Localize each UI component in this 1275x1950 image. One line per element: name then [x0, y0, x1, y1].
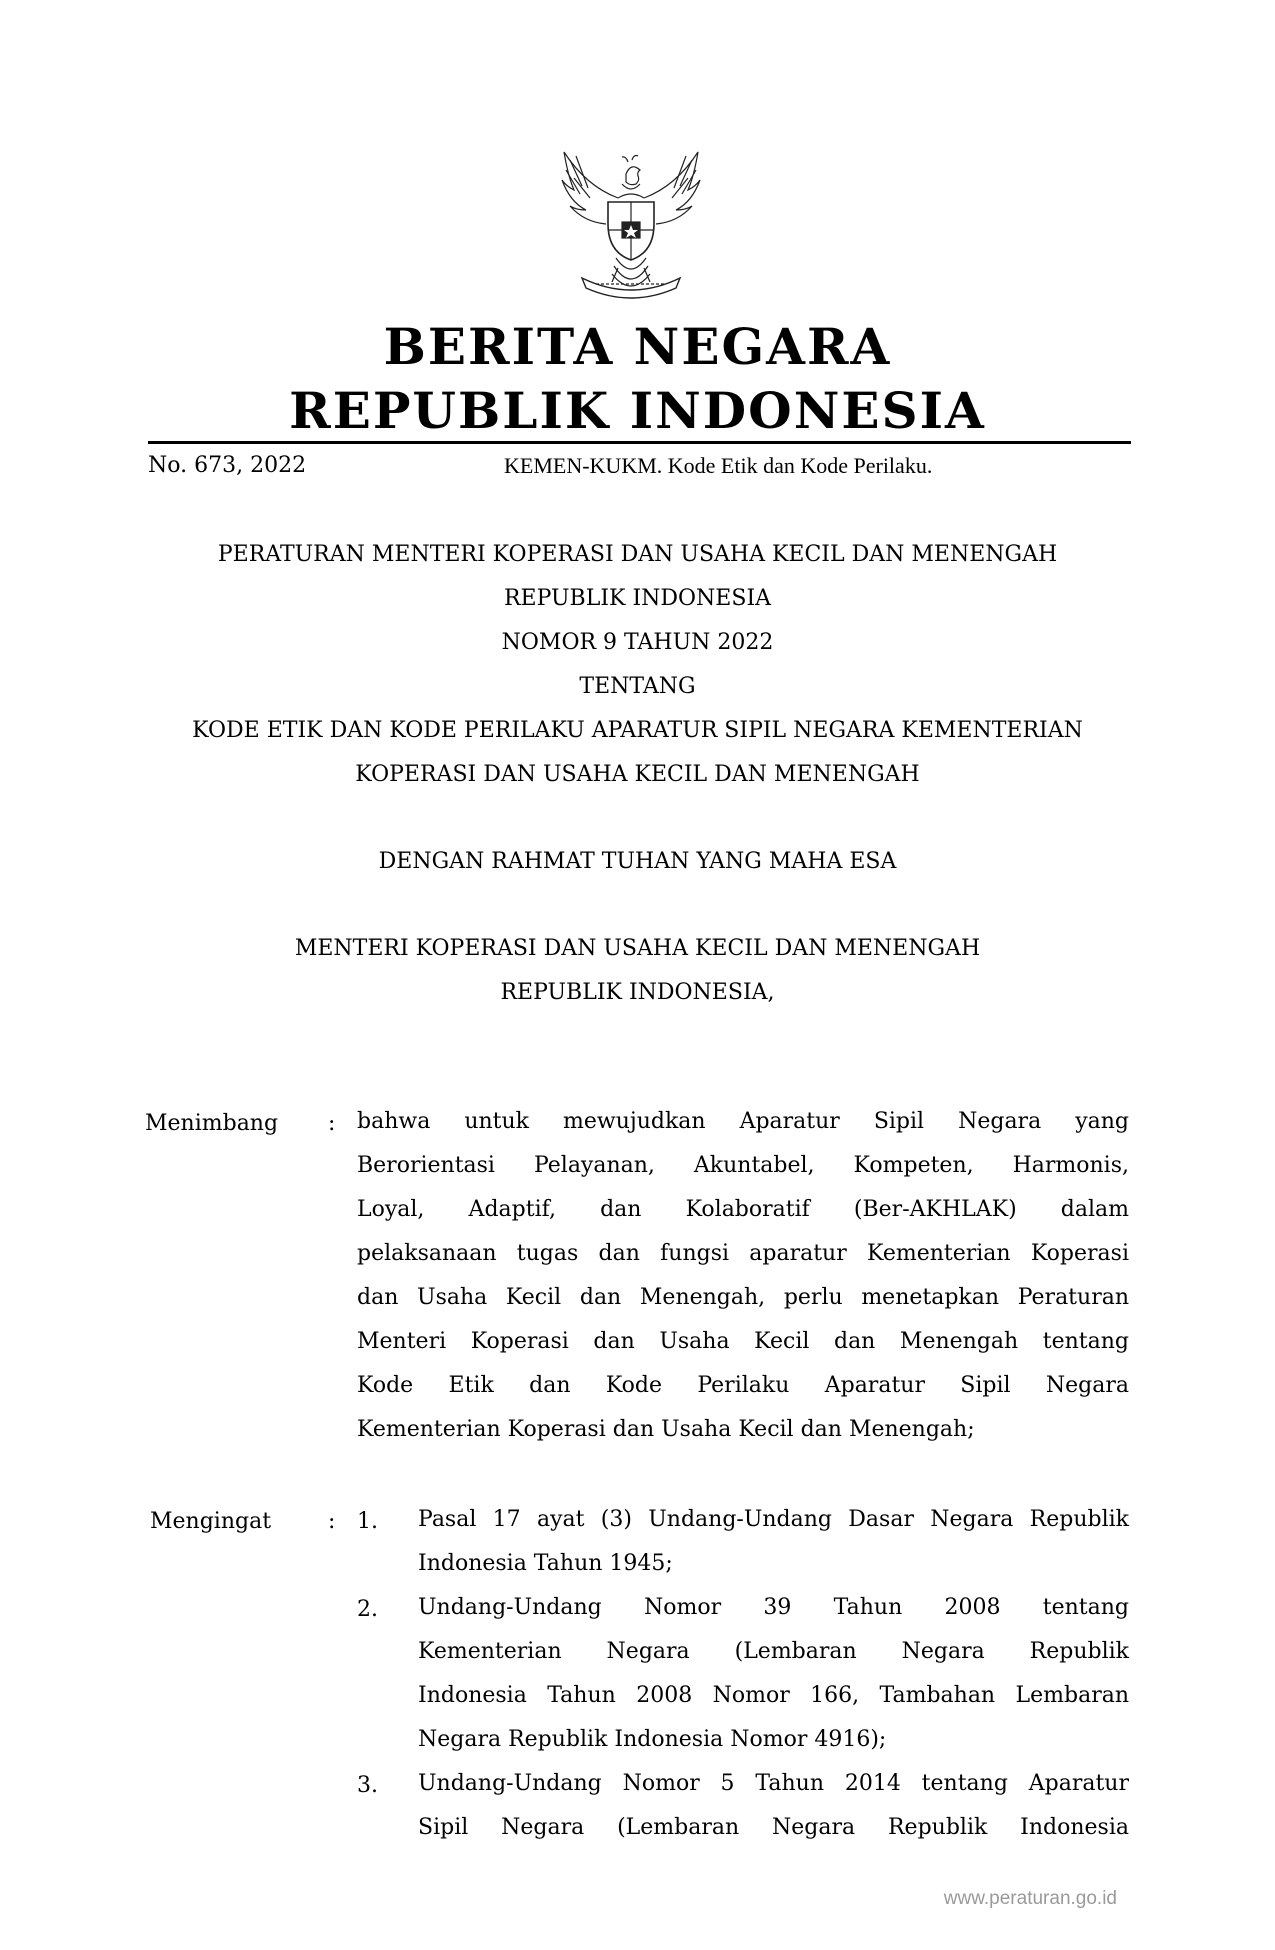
- mengingat-item-line: Pasal 17 ayat (3) Undang-Undang Dasar Negara Republik: [418, 1507, 1129, 1532]
- mengingat-item-line: Undang-Undang Nomor 5 Tahun 2014 tentang Aparatur: [418, 1771, 1129, 1796]
- menimbang-line: Menteri Koperasi dan Usaha Kecil dan Menengah tentang: [357, 1329, 1129, 1354]
- menimbang-text: [357, 1100, 1129, 1452]
- mengingat-colon: :: [328, 1509, 336, 1534]
- mengingat-item-line: Indonesia Tahun 1945;: [418, 1551, 673, 1576]
- menimbang-line: Kementerian Koperasi dan Usaha Kecil dan Menengah;: [357, 1417, 975, 1442]
- menimbang-line: Loyal, Adaptif, dan Kolaboratif (Ber-AKHLAK) dalam: [357, 1197, 1129, 1222]
- minister-title: [0, 927, 1275, 1015]
- regulation-header-line: TENTANG: [579, 674, 696, 699]
- masthead-divider: [148, 441, 1131, 444]
- menimbang-line: Kode Etik dan Kode Perilaku Aparatur Sipil Negara: [357, 1373, 1129, 1398]
- grace-statement: DENGAN RAHMAT TUHAN YANG MAHA ESA: [378, 849, 897, 874]
- regulation-header-line: PERATURAN MENTERI KOPERASI DAN USAHA KECIL DAN MENENGAH: [217, 542, 1058, 567]
- regulation-header-line: REPUBLIK INDONESIA: [503, 586, 772, 611]
- mengingat-item-number: 1.: [357, 1509, 378, 1534]
- menimbang-label: Menimbang: [145, 1111, 279, 1136]
- minister-title-line1: MENTERI KOPERASI DAN USAHA KECIL DAN MENENGAH: [294, 936, 981, 961]
- menimbang-line: bahwa untuk mewujudkan Aparatur Sipil Negara yang: [357, 1109, 1129, 1134]
- menimbang-line: Berorientasi Pelayanan, Akuntabel, Kompeten, Harmonis,: [357, 1153, 1129, 1178]
- mengingat-item-line: Kementerian Negara (Lembaran Negara Republik: [418, 1639, 1129, 1664]
- garuda-emblem-icon: [556, 146, 706, 306]
- gazette-number: No. 673, 2022: [148, 453, 307, 478]
- regulation-header-line: KODE ETIK DAN KODE PERILAKU APARATUR SIPIL NEGARA KEMENTERIAN: [192, 718, 1083, 743]
- gazette-category: KEMEN-KUKM. Kode Etik dan Kode Perilaku.: [504, 453, 933, 478]
- regulation-header-line: NOMOR 9 TAHUN 2022: [501, 630, 774, 655]
- mengingat-item-line: Indonesia Tahun 2008 Nomor 166, Tambahan Lembaran: [418, 1683, 1129, 1708]
- regulation-header: [0, 533, 1275, 797]
- mengingat-label: Mengingat: [150, 1509, 272, 1534]
- mengingat-item-line: Sipil Negara (Lembaran Negara Republik Indonesia: [418, 1815, 1129, 1840]
- menimbang-line: dan Usaha Kecil dan Menengah, perlu menetapkan Peraturan: [357, 1285, 1129, 1310]
- minister-title-line2: REPUBLIK INDONESIA,: [500, 980, 775, 1005]
- mengingat-item: [418, 1586, 1129, 1762]
- mengingat-item-line: Negara Republik Indonesia Nomor 4916);: [418, 1727, 887, 1752]
- masthead-title-line1: BERITA NEGARA: [383, 317, 892, 376]
- footer-url: www.peraturan.go.id: [943, 1888, 1117, 1909]
- regulation-header-line: KOPERASI DAN USAHA KECIL DAN MENENGAH: [355, 762, 920, 787]
- mengingat-item-number: 3.: [357, 1773, 378, 1798]
- mengingat-item-line: Undang-Undang Nomor 39 Tahun 2008 tentang: [418, 1595, 1129, 1620]
- menimbang-colon: :: [328, 1111, 336, 1136]
- mengingat-item-number: 2.: [357, 1597, 378, 1622]
- masthead-title-line2: REPUBLIK INDONESIA: [289, 381, 986, 440]
- mengingat-item: [418, 1762, 1129, 1850]
- menimbang-line: pelaksanaan tugas dan fungsi aparatur Kementerian Koperasi: [357, 1241, 1129, 1266]
- mengingat-item: [418, 1498, 1129, 1586]
